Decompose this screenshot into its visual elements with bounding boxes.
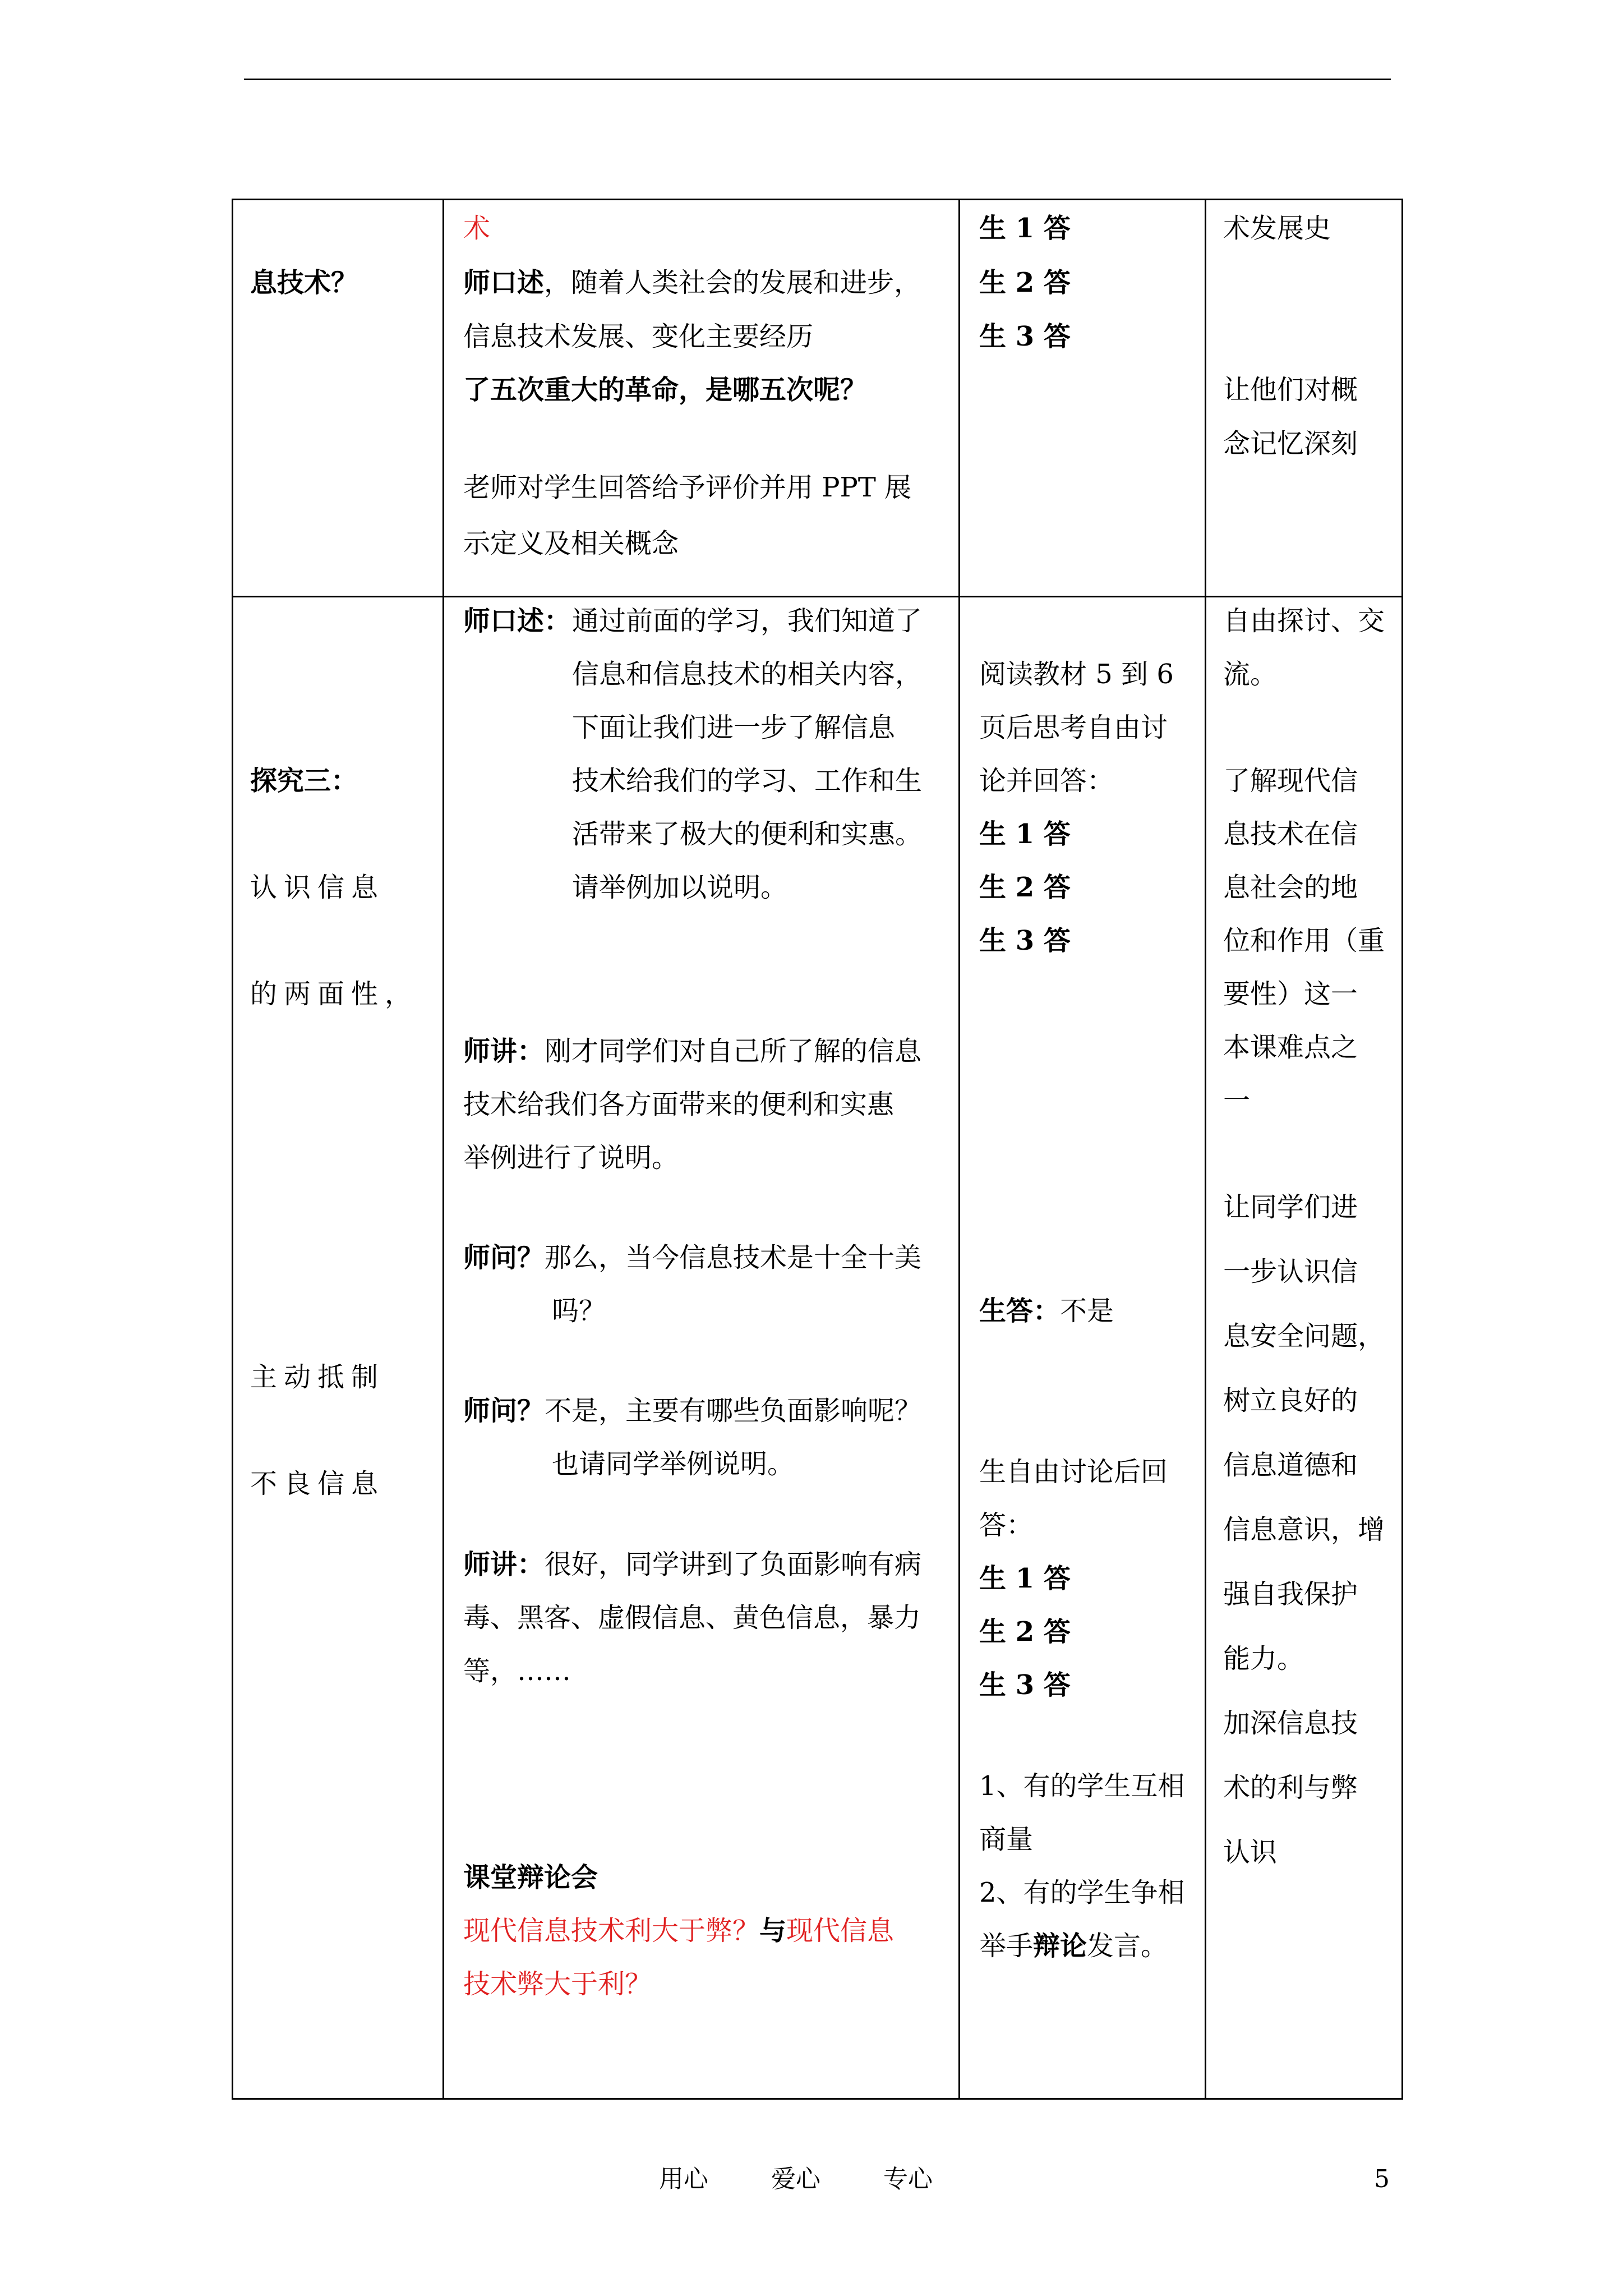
lesson-table bbox=[232, 199, 1403, 2100]
intent-9: 一 bbox=[1223, 1085, 1251, 1116]
p5-line-3: 等，…… bbox=[463, 1655, 571, 1687]
p3-line-2: 吗？ bbox=[552, 1295, 606, 1327]
p1-line-2: 信息和信息技术的相关内容， bbox=[572, 659, 923, 690]
p5-line-1: 很好，同学讲到了负面影响有病 bbox=[545, 1549, 922, 1580]
ans1-2: 生 2 答 bbox=[979, 872, 1071, 903]
intent-13: 树立良好的 bbox=[1223, 1385, 1358, 1416]
row1-activity-l2: 师口述，随着人类社会的发展和进步， bbox=[463, 267, 921, 298]
ans2-2: 生 2 答 bbox=[979, 1616, 1071, 1648]
act2-line-2: 举手辩论发言。 bbox=[979, 1930, 1168, 1962]
row2-topic-1: 探究三： bbox=[250, 765, 358, 797]
row-divider bbox=[233, 596, 1401, 597]
debate-line-1: 现代信息技术利大于弊？与现代信息 bbox=[463, 1915, 895, 1947]
ans2-3: 生 3 答 bbox=[979, 1669, 1071, 1701]
footer-word-3: 专心 bbox=[883, 2165, 933, 2193]
col-divider-2 bbox=[958, 200, 960, 2098]
intent-3: 了解现代信 bbox=[1223, 765, 1358, 797]
intent-8: 本课难点之 bbox=[1223, 1032, 1358, 1063]
row1-activity-l3: 信息技术发展、变化主要经历 bbox=[463, 321, 814, 352]
ans2-1: 生 1 答 bbox=[979, 1563, 1071, 1594]
page-number: 5 bbox=[1374, 2165, 1390, 2193]
act1-line-2: 商量 bbox=[979, 1824, 1034, 1855]
intent-6: 位和作用（重 bbox=[1223, 925, 1385, 956]
debate-title: 课堂辩论会 bbox=[463, 1862, 598, 1893]
p1-line-3: 下面让我们进一步了解信息 bbox=[572, 712, 896, 743]
intent-19: 术的利与弊 bbox=[1223, 1772, 1358, 1803]
p3-line-1: 那么，当今信息技术是十全十美 bbox=[545, 1242, 922, 1273]
intent-12: 息安全问题， bbox=[1223, 1320, 1385, 1352]
read-line-3: 论并回答： bbox=[979, 765, 1114, 797]
p2-line-2: 技术给我们各方面带来的便利和实惠 bbox=[463, 1089, 895, 1120]
header-rule bbox=[244, 79, 1391, 80]
intent-17: 能力。 bbox=[1223, 1643, 1304, 1674]
p5-line-2: 毒、黑客、虚假信息、黄色信息，暴力 bbox=[463, 1602, 921, 1634]
intent-5: 息社会的地 bbox=[1223, 872, 1358, 903]
p4-line-2: 也请同学举例说明。 bbox=[552, 1448, 795, 1480]
intent-18: 加深信息技 bbox=[1223, 1708, 1358, 1739]
intent-2: 流。 bbox=[1223, 659, 1278, 690]
intent-20: 认识 bbox=[1223, 1837, 1278, 1868]
row1-student-3: 生 3 答 bbox=[979, 321, 1071, 352]
row1-activity-l5: 老师对学生回答给予评价并用 PPT 展 bbox=[463, 472, 912, 503]
read-line-2: 页后思考自由讨 bbox=[979, 712, 1168, 743]
intent-16: 强自我保护 bbox=[1223, 1579, 1358, 1610]
row1-activity-l1: 术 bbox=[463, 213, 491, 244]
p1-line-4: 技术给我们的学习、工作和生 bbox=[572, 765, 923, 797]
p1-line-6: 请举例加以说明。 bbox=[572, 872, 788, 903]
free-line-1: 生自由讨论后回 bbox=[979, 1456, 1168, 1488]
p2-line-3: 举例进行了说明。 bbox=[463, 1142, 679, 1174]
col-divider-1 bbox=[442, 200, 444, 2098]
row1-activity-l4: 了五次重大的革命，是哪五次呢？ bbox=[463, 374, 868, 406]
p2-line-1: 刚才同学们对自己所了解的信息 bbox=[545, 1036, 922, 1067]
student-no: 生答：不是 bbox=[979, 1295, 1114, 1327]
row2-topic-2: 认识信息 bbox=[250, 872, 385, 903]
col-divider-3 bbox=[1205, 200, 1206, 2098]
footer-word-2: 爱心 bbox=[771, 2165, 820, 2193]
row1-intent-2: 让他们对概 bbox=[1223, 374, 1358, 406]
p2-label: 师讲： bbox=[463, 1036, 545, 1067]
p3-label: 师问？ bbox=[463, 1242, 545, 1273]
ans1-1: 生 1 答 bbox=[979, 818, 1071, 850]
intent-4: 息技术在信 bbox=[1223, 818, 1358, 850]
intent-14: 信息道德和 bbox=[1223, 1450, 1358, 1481]
p4-line-1: 不是，主要有哪些负面影响呢？ bbox=[545, 1395, 922, 1427]
ans1-3: 生 3 答 bbox=[979, 925, 1071, 956]
row2-topic-5: 不良信息 bbox=[250, 1468, 385, 1499]
act1-line-1: 1、有的学生互相 bbox=[979, 1770, 1185, 1802]
intent-15: 信息意识，增 bbox=[1223, 1514, 1385, 1545]
free-line-2: 答： bbox=[979, 1510, 1034, 1541]
row1-student-1: 生 1 答 bbox=[979, 213, 1071, 244]
intent-7: 要性）这一 bbox=[1223, 978, 1358, 1010]
p5-label: 师讲： bbox=[463, 1549, 545, 1580]
p1-line-1: 通过前面的学习，我们知道了 bbox=[572, 605, 923, 637]
row2-topic-3: 的两面性， bbox=[250, 978, 419, 1010]
p4-label: 师问？ bbox=[463, 1395, 545, 1427]
intent-10: 让同学们进 bbox=[1223, 1191, 1358, 1223]
read-line-1: 阅读教材 5 到 6 bbox=[979, 659, 1174, 690]
debate-line-2: 技术弊大于利？ bbox=[463, 1968, 652, 2000]
p1-line-5: 活带来了极大的便利和实惠。 bbox=[572, 818, 923, 850]
intent-1: 自由探讨、交 bbox=[1223, 605, 1385, 637]
row1-intent-1: 术发展史 bbox=[1223, 213, 1331, 244]
row1-intent-3: 念记忆深刻 bbox=[1223, 428, 1358, 459]
act2-line-1: 2、有的学生争相 bbox=[979, 1877, 1185, 1908]
footer-word-1: 用心 bbox=[659, 2165, 708, 2193]
row2-topic-4: 主动抵制 bbox=[250, 1361, 385, 1393]
p1-label: 师口述： bbox=[463, 605, 571, 637]
row1-topic: 息技术？ bbox=[250, 267, 358, 298]
intent-11: 一步认识信 bbox=[1223, 1256, 1358, 1287]
row1-student-2: 生 2 答 bbox=[979, 267, 1071, 298]
row1-activity-l6: 示定义及相关概念 bbox=[463, 528, 679, 559]
